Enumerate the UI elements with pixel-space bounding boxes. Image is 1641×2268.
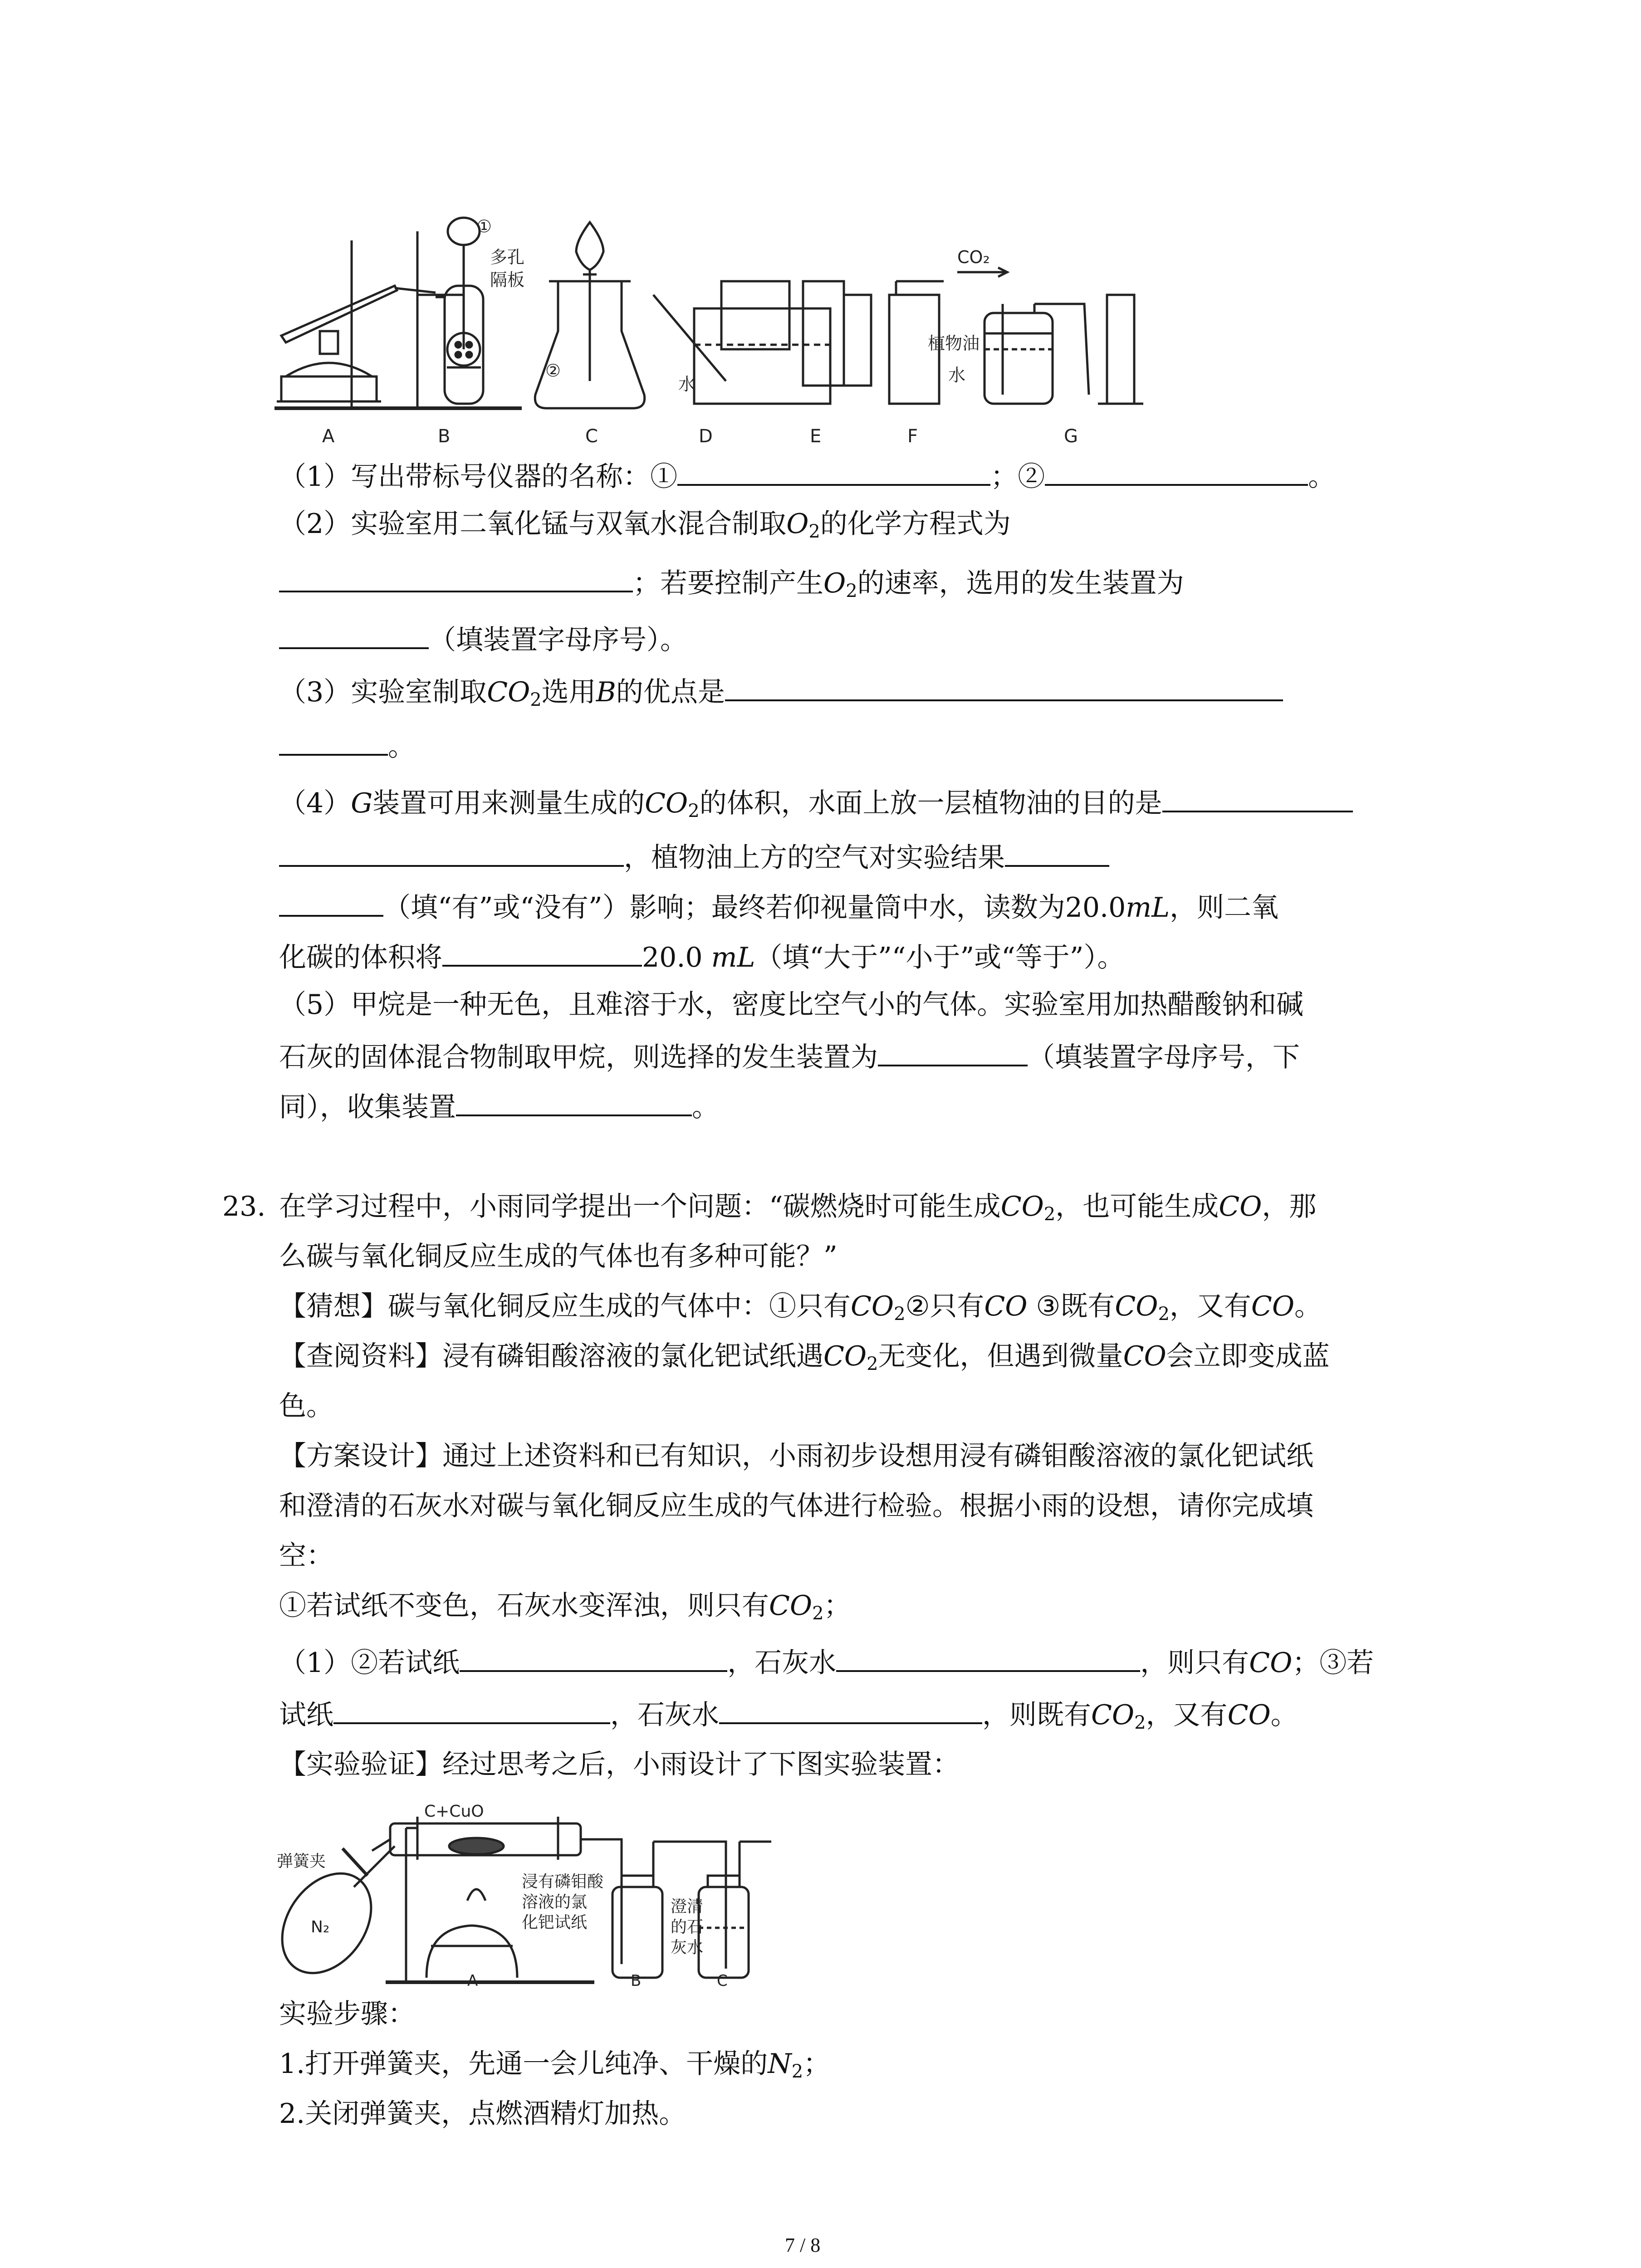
label-lime-1: 澄清 bbox=[671, 1897, 704, 1916]
label-lime-3: 灰水 bbox=[671, 1938, 704, 1957]
q22-part5-line2: 石灰的固体混合物制取甲烷，则选择的发生装置为 （填装置字母序号，下 bbox=[279, 1036, 1300, 1075]
answer-blank[interactable] bbox=[333, 1694, 610, 1724]
q22-part4-line4: 化碳的体积将 20.0 mL（填“大于”“小于”或“等于”）。 bbox=[279, 937, 1124, 976]
measuring-cylinder-g bbox=[1107, 295, 1134, 404]
q22-part2-line2: ；若要控制产生$O_2$的速率，选用的发生装置为 bbox=[279, 562, 1184, 609]
callout-porous-2: 隔板 bbox=[490, 270, 525, 290]
n2-gas-bag bbox=[277, 1857, 389, 1987]
q22-part1: （1）写出带标号仪器的名称：① ；② 。 bbox=[279, 456, 1335, 495]
label-paper-1: 浸有磷钼酸 bbox=[522, 1872, 604, 1891]
separatory-funnel-c bbox=[576, 222, 603, 270]
q23-line1: 在学习过程中，小雨同学提出一个问题：“碳燃烧时可能生成$CO_2$，也可能生成CO，那 bbox=[279, 1191, 1317, 1225]
page-number: 7 / 8 bbox=[785, 2234, 821, 2256]
callout-circle-1: ① bbox=[476, 216, 492, 236]
label-g: G bbox=[1064, 426, 1078, 447]
answer-blank[interactable] bbox=[677, 456, 990, 486]
answer-blank[interactable] bbox=[1005, 837, 1109, 867]
q23-step2: 2.关闭弹簧夹，点燃酒精灯加热。 bbox=[279, 2098, 686, 2130]
answer-blank[interactable] bbox=[279, 619, 429, 649]
reactant-pile bbox=[449, 1838, 504, 1854]
q23-design-line3: 空： bbox=[279, 1540, 333, 1572]
answer-blank[interactable] bbox=[279, 887, 383, 917]
label-spring-clip: 弹簧夹 bbox=[277, 1852, 326, 1871]
answer-blank[interactable] bbox=[279, 726, 388, 756]
label-a: A bbox=[322, 426, 335, 447]
answer-blank[interactable] bbox=[878, 1036, 1028, 1066]
answer-blank[interactable] bbox=[460, 1642, 727, 1672]
q23-steps-title: 实验步骤： bbox=[279, 1998, 415, 2030]
fig2-label-c: C bbox=[717, 1972, 728, 1987]
lamp-base-a bbox=[281, 376, 377, 401]
answer-blank[interactable] bbox=[279, 562, 633, 592]
label-e: E bbox=[810, 426, 822, 447]
alcohol-lamp-2 bbox=[426, 1926, 517, 1978]
answer-blank[interactable] bbox=[279, 837, 624, 867]
callout-oil: 植物油 bbox=[928, 333, 980, 353]
q23-reference-line1: 【查阅资料】浸有磷钼酸溶液的氯化钯试纸遇$CO_2$无变化，但遇到微量CO会立即变成蓝 bbox=[279, 1340, 1330, 1374]
gas-bottle-g bbox=[985, 313, 1053, 404]
q23-case1: ①若试纸不变色，石灰水变浑浊，则只有$CO_2$； bbox=[279, 1590, 851, 1624]
q23-design-line1: 【方案设计】通过上述资料和已有知识，小雨初步设想用浸有磷钼酸溶液的氯化钯试纸 bbox=[279, 1440, 1313, 1472]
callout-circle-2: ② bbox=[545, 361, 561, 381]
bottle-c bbox=[699, 1887, 749, 1978]
callout-water-d: 水 bbox=[678, 374, 696, 394]
q23-design-line2: 和澄清的石灰水对碳与氧化铜反应生成的气体进行检验。根据小雨的设想，请你完成填 bbox=[279, 1490, 1313, 1522]
apparatus-figure-1 bbox=[268, 213, 1175, 449]
label-d: D bbox=[699, 426, 713, 447]
q23-number: 23. bbox=[222, 1191, 266, 1222]
q22-part5-line1: （5）甲烷是一种无色，且难溶于水，密度比空气小的气体。实验室用加热醋酸钠和碱 bbox=[279, 989, 1304, 1021]
q23-step1: 1.打开弹簧夹，先通一会儿纯净、干燥的$N_2$； bbox=[279, 2048, 831, 2082]
q22-part4-line1: （4）G装置可用来测量生成的$CO_2$的体积，水面上放一层植物油的目的是 bbox=[279, 782, 1353, 829]
callout-co2: CO₂ bbox=[957, 247, 990, 267]
water-trough-d bbox=[694, 308, 830, 404]
fig2-label-a: A bbox=[467, 1972, 478, 1987]
alcohol-lamp-a bbox=[286, 363, 372, 376]
answer-blank[interactable] bbox=[725, 671, 1283, 701]
q23-q1-line1: （1）②若试纸 ，石灰水 ，则只有CO；③若 bbox=[279, 1642, 1374, 1681]
label-lime-2: 的石 bbox=[671, 1918, 704, 1936]
bottle-b bbox=[612, 1887, 662, 1978]
gas-bottle-e bbox=[803, 281, 844, 386]
label-paper-3: 化钯试纸 bbox=[522, 1913, 588, 1932]
answer-blank[interactable] bbox=[836, 1642, 1140, 1672]
answer-blank[interactable] bbox=[1045, 456, 1308, 486]
label-paper-2: 溶液的氯 bbox=[522, 1893, 588, 1911]
label-reactants: C+CuO bbox=[424, 1802, 484, 1821]
label-n2: N₂ bbox=[311, 1918, 330, 1936]
q23-line2: 么碳与氧化铜反应生成的气体也有多种可能？” bbox=[279, 1241, 838, 1272]
q23-q1-line2: 试纸 ，石灰水 ，则既有$CO_2$，又有CO。 bbox=[279, 1694, 1298, 1741]
label-c: C bbox=[585, 426, 598, 447]
answer-blank[interactable] bbox=[442, 937, 642, 967]
q22-part4-line3: （填“有”或“没有”）影响；最终若仰视量筒中水，读数为20.0mL，则二氧 bbox=[279, 887, 1279, 926]
q22-part3-line2: 。 bbox=[279, 726, 415, 765]
q22-part4-line2: ，植物油上方的空气对实验结果 bbox=[279, 837, 1109, 876]
q22-part5-line3: 同），收集装置 。 bbox=[279, 1086, 719, 1125]
q22-part2-line3: （填装置字母序号）。 bbox=[279, 619, 687, 658]
answer-blank[interactable] bbox=[456, 1086, 692, 1116]
q23-verification: 【实验验证】经过思考之后，小雨设计了下图实验装置： bbox=[279, 1749, 960, 1780]
long-neck-funnel-b bbox=[448, 218, 480, 245]
q22-part2-line1: （2）实验室用二氧化锰与双氧水混合制取$O_2$的化学方程式为 bbox=[279, 508, 1011, 542]
label-f: F bbox=[907, 426, 918, 447]
callout-porous-1: 多孔 bbox=[490, 247, 525, 267]
q22-part3-line1: （3）实验室制取$CO_2$选用B的优点是 bbox=[279, 671, 1283, 718]
q23-reference-line2: 色。 bbox=[279, 1390, 333, 1422]
answer-blank[interactable] bbox=[1162, 782, 1353, 812]
q23-hypothesis: 【猜想】碳与氧化铜反应生成的气体中：①只有$CO_2②$只有CO ③既有$CO_2$，又有CO。 bbox=[279, 1290, 1322, 1325]
answer-blank[interactable] bbox=[719, 1694, 982, 1724]
label-b: B bbox=[438, 426, 451, 447]
apparatus-figure-2 bbox=[277, 1796, 776, 1987]
callout-water-g: 水 bbox=[948, 365, 966, 385]
fig2-label-b: B bbox=[631, 1972, 642, 1987]
